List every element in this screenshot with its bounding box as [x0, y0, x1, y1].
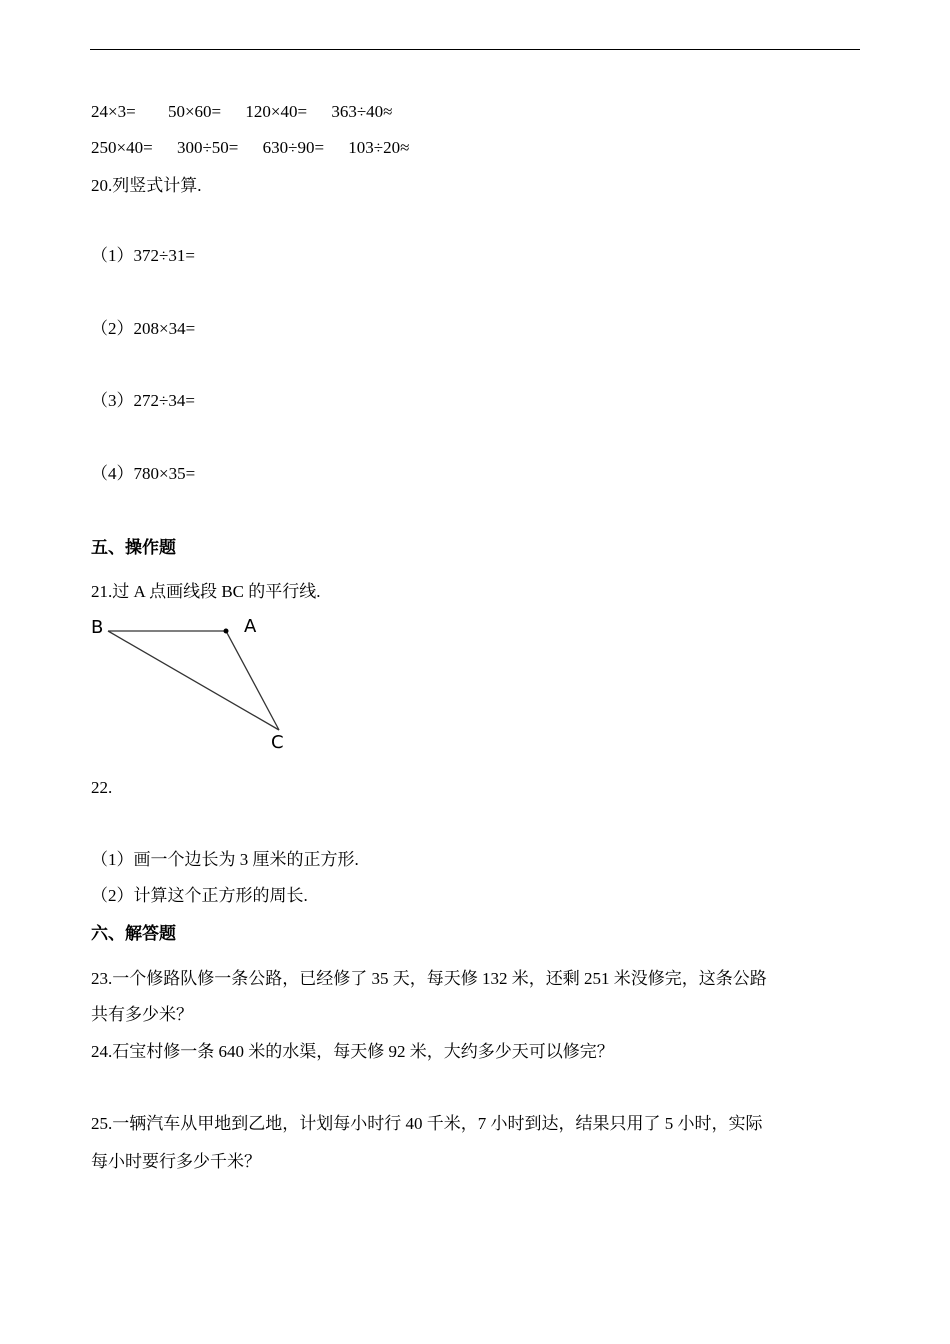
q22-item-2: （2）计算这个正方形的周长.	[91, 886, 308, 905]
expr-630div90: 630÷90=	[262, 138, 325, 157]
mental-math-row-2	[91, 137, 409, 159]
expr-250x40: 250×40=	[91, 138, 153, 157]
point-A	[224, 629, 229, 634]
q20-item-4: （4）780×35=	[91, 464, 196, 483]
mental-math-row-1	[91, 101, 392, 123]
q20-title: 20.列竖式计算.	[91, 176, 202, 195]
expr-300div50: 300÷50=	[176, 138, 239, 157]
q20-item-2: （2）208×34=	[91, 319, 196, 338]
q22-item-1: （1）画一个边长为 3 厘米的正方形.	[91, 850, 359, 869]
segment-BC	[108, 631, 279, 730]
header-rule	[90, 49, 860, 50]
expr-363div40: 363÷40≈	[331, 102, 393, 121]
q21-triangle-figure	[88, 610, 298, 755]
q22-title: 22.	[91, 778, 113, 797]
q24-text: 24.石宝村修一条 640 米的水渠，每天修 92 米，大约多少天可以修完？	[91, 1042, 614, 1061]
q23-line-1: 23.一个修路队修一条公路，已经修了 35 天，每天修 132 米，还剩 251 米没修完，这条公路	[91, 969, 767, 988]
label-A: A	[244, 616, 257, 637]
expr-103div20: 103÷20≈	[348, 138, 410, 157]
q20-item-3: （3）272÷34=	[91, 391, 195, 410]
q21-text: 21.过 A 点画线段 BC 的平行线.	[91, 582, 321, 601]
label-C: C	[271, 732, 284, 753]
triangle-diagram	[88, 610, 298, 755]
section-5-heading: 五、操作题	[91, 538, 176, 558]
label-B: B	[91, 617, 104, 638]
expr-120x40: 120×40=	[245, 102, 308, 121]
q23-line-2: 共有多少米？	[91, 1005, 193, 1024]
expr-24x3: 24×3=	[91, 102, 136, 121]
q25-line-2: 每小时要行多少千米？	[91, 1152, 261, 1171]
section-6-heading: 六、解答题	[91, 924, 176, 944]
expr-50x60: 50×60=	[167, 102, 222, 121]
q25-line-1: 25.一辆汽车从甲地到乙地，计划每小时行 40 千米，7 小时到达，结果只用了 5 小时，实际	[91, 1114, 763, 1133]
q20-item-1: （1）372÷31=	[91, 246, 195, 265]
